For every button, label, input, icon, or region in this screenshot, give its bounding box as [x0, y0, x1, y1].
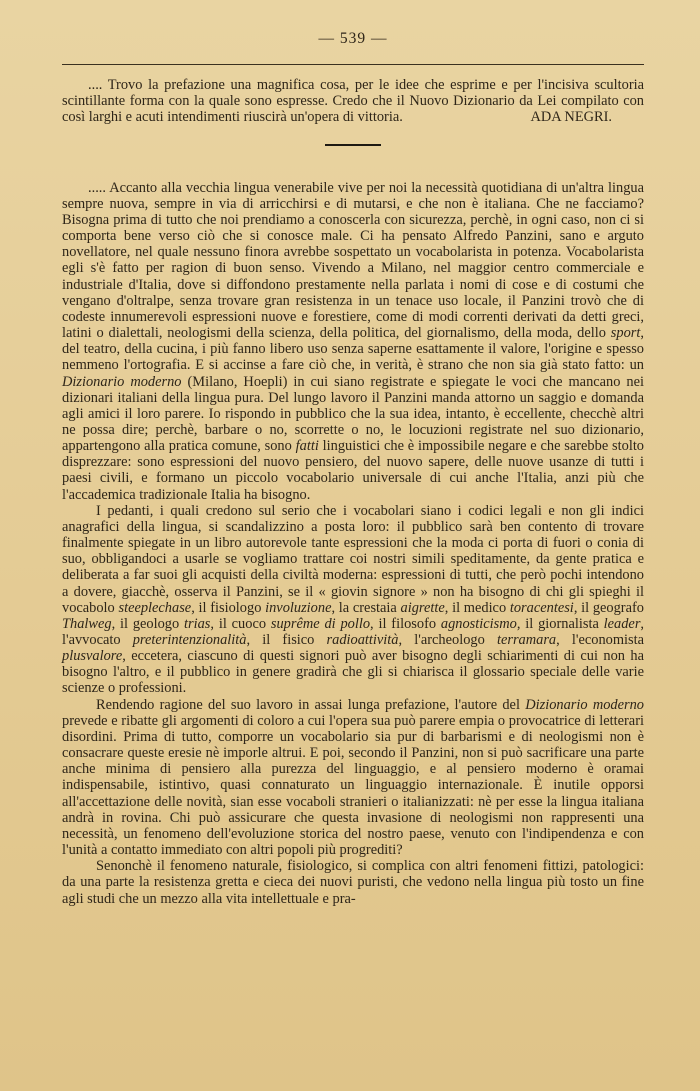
italic-term: leader [603, 615, 641, 632]
text-run: , eccetera, ciascuno di questi signori può aver bisogno degli schiarimenti di cui non ha bisogno l'altro, e il pubblico in genere gradirà che gli si chiarisca il glossario speciale delle varie scienze o professioni. [62, 648, 644, 697]
italic-term: terramara [496, 632, 557, 648]
text-run: I pedanti, i quali credono sul serio che i vocabolari siano i codici legali e non gli indici anagrafici della lingua, si scandalizzino a posta loro: il pubblico sarà ben contento di trovare finalmente spiegate in un libro autorevole tante espressioni che la moda ci porta di fuori o conia di suo, obbligandoci a usarle se vogliamo trattare coi nostri simili speditamente, da gente pratica e deliberata a far suoi gli acquisti della civiltà moderna: espressioni di tutti, che però pochi intendono a dovere, giacchè, osserva il Panzini, se il « giovin signore » non ha bisogno di chi gli spieghi il vocabolo [62, 502, 644, 616]
italic-term: radioattività [326, 632, 399, 648]
italic-term: suprême di pollo [270, 615, 371, 632]
text-run: , il cuoco [210, 615, 271, 632]
text-run: , il geografo [573, 599, 644, 616]
text-run: prevede e ribatte gli argomenti di coloro a cui l'opera sua può parere empia o provocatrice di letterari disordini. Prima di tutto, comporre un vocabolario sia pur di barbarismi e di neologismi non è consacrare queste eresie nè imporle altrui. E poi, secondo il Panzini, non si può sacrificare una parte anche minima di pensiero alla purezza del linguaggio, e al pensiero moderno è oramai indispensabile, istintivo, quasi connaturato un linguaggio internazionale. È inutile opporsi all'accettazione delle novità, sian esse vocaboli stranieri o italianizzati: nè per esse la lingua italiana andrà in rovina. Chi può assicurare che questa invasione di neologismi non rappresenti una necessità, un fenomeno dell'evoluzione storica del nostro paese, venuto con l'indipendenza e con l'unità a contatto immediato con altri popoli più progrediti? [62, 712, 644, 859]
italic-term: aigrette [400, 599, 445, 616]
text-run: , il fisiologo [191, 599, 266, 616]
quote-signature: ADA NEGRI. [530, 109, 612, 126]
italic-term: trias [184, 615, 211, 632]
header-rule [62, 64, 644, 65]
article-paragraph-4 [62, 858, 644, 906]
italic-term: agnosticismo [440, 615, 517, 632]
text-run: ..... Accanto alla vecchia lingua venerabile vive per noi la necessità quotidiana di un'altra lingua sempre nuova, sempre in via di arricchirsi e di mutarsi, e che non è italiana. Che ne facciamo? Bisogna prima di tutto che noi prendiamo a conoscerla con sicurezza, perchè, in ogni caso, non ci si comporta bene verso ciò che si conosce male. Ci ha pensato Alfredo Panzini, sano e arguto novellatore, nel quale nessuno finora avrebbe sospettato un vocabolarista in potenza. Vocabolarista egli s'è fatto per ragion di buon senso. Vivendo a Milano, nel maggior centro commerciale e industriale d'Italia, dove si diffondono prestamente nella parlata i nomi di cose e di costumi che vengano d'oltralpe, senza trovare gran resistenza in un tenace uso locale, il Panzini trovò che di codeste innumerevoli espressioni nuove e forestiere, come di modi correnti derivati da detti greci, latini o dialettali, neologismi della scienza, della politica, del giornalismo, della moda, dello [62, 179, 644, 342]
article-paragraph-3 [62, 697, 644, 859]
text-run: , l'archeologo [398, 632, 497, 648]
text-run: , l'avvocato [62, 615, 645, 648]
text-run: Rendendo ragione del suo lavoro in assai lunga prefazione, l'autore del [96, 696, 526, 713]
quote-paragraph: .... Trovo la prefazione una magnifica cosa, per le idee che esprime e per l'incisiva scultoria scintillante forma con la quale sono espresse. Credo che il Nuovo Dizionario da Lei compilato con così larghi e acuti intendimenti riuscirà un'opera di vittoria. [62, 77, 644, 126]
page-number: — 539 — [318, 30, 388, 47]
text-run: , il filosofo [370, 615, 441, 632]
italic-term: preterintenzionalità [132, 632, 247, 648]
italic-term: involuzione [265, 599, 332, 616]
text-run: , l'economista [556, 632, 645, 648]
text-run: , il geologo [111, 615, 185, 632]
text-run: (Milano, Hoepli) in cui siano registrate e spiegate le voci che mancano nei dizionari italiani della lingua pura. Del lungo lavoro il Panzini manda attorno un saggio e domanda agli amici il loro parere. Io rispondo in pubblico che la sua idea, intanto, è eccellente, checchè altri ne possa dire; perchè, barbare o no, scorrette o no, le locuzioni registrate nel suo dizionario, appartengono alla pratica comune, sono [62, 373, 644, 455]
text-run: , il giornalista [516, 615, 604, 632]
italic-term: Dizionario moderno [62, 373, 182, 390]
italic-term: steeplechase [118, 599, 192, 616]
italic-term: fatti [295, 438, 319, 455]
article-paragraph-2 [62, 503, 644, 697]
text-run: , il medico [444, 599, 510, 616]
text-run: , del teatro, della cucina, i più fanno libero uso senza saperne esattamente il valore, l'origine e spesso nemmeno l'ortografia. E si accinse a fare ciò che, in verità, è strano che non sia già stato fatto: un [62, 325, 644, 374]
text-run: Senonchè il fenomeno naturale, fisiologico, si complica con altri fenomeni fittizi, patologici: da una parte la resistenza gretta e cieca dei nuovi puristi, che vedono nella lingua più tosto un fine agli studi che un mezzo alla vita intellettuale e pra- [62, 858, 644, 907]
italic-term: toracentesi [509, 599, 574, 616]
text-run: , la crestaia [331, 599, 401, 616]
text-run: , il fisico [246, 632, 327, 648]
italic-term: Dizionario moderno [525, 696, 644, 713]
article-paragraph-1 [62, 180, 644, 503]
italic-term: plusvalore [62, 648, 123, 665]
text-run: linguistici che è impossibile negare e che sarebbe stolto disprezzare: sono espressioni del nuovo pensiero, del nuovo sapere, delle nuove usanze di tutti i paesi civili, e formano un piccolo vocabolario universale di cui anche l'Italia, anzi più che l'accademica tradizionale Italia ha bisogno. [62, 438, 645, 503]
italic-term: sport [610, 325, 641, 342]
italic-term: Thalweg [62, 615, 112, 632]
section-divider [325, 144, 381, 146]
